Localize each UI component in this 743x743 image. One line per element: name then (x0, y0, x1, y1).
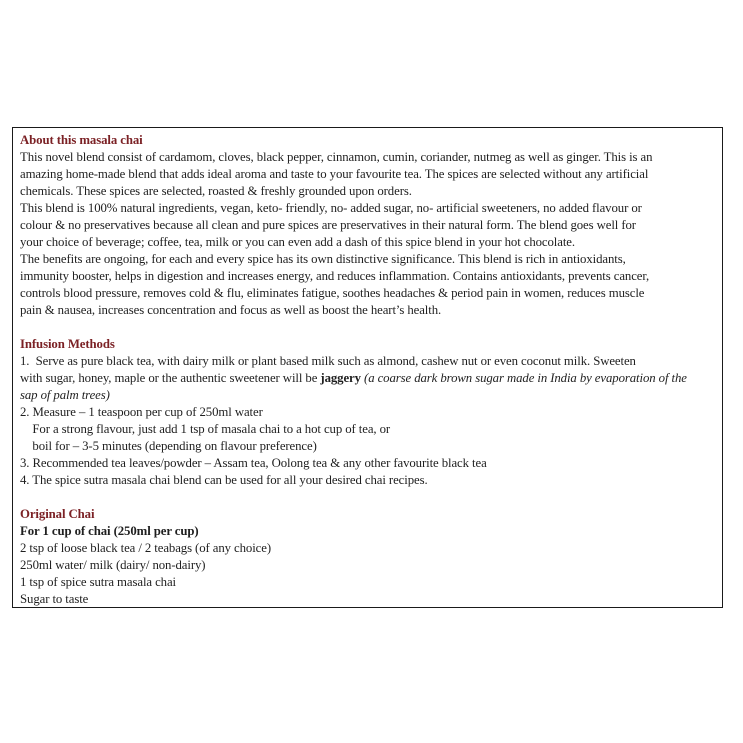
text-line: For a strong flavour, just add 1 tsp of masala chai to a hot cup of tea, or (20, 422, 391, 436)
text-run-italic: sap of palm trees) (20, 388, 110, 402)
text-line (20, 387, 718, 404)
text-line: The benefits are ongoing, for each and every spice has its own distinctive significance. This blend is rich in antioxidants, (20, 252, 626, 266)
text-line: chemicals. These spices are selected, roasted & freshly grounded upon orders. (20, 184, 412, 198)
section-heading-infusion-methods: Infusion Methods (20, 337, 115, 351)
text-line (20, 523, 718, 540)
text-line: 1 tsp of spice sutra masala chai (20, 575, 176, 589)
section-heading-about: About this masala chai (20, 133, 143, 147)
text-line: 4. The spice sutra masala chai blend can be used for all your desired chai recipes. (20, 473, 428, 487)
section-original-chai (20, 506, 718, 608)
text-line: Sugar to taste (20, 592, 89, 606)
text-run: with sugar, honey, maple or the authentic sweetener will be (20, 371, 321, 385)
section-heading-original-chai: Original Chai (20, 507, 95, 521)
text-line: controls blood pressure, removes cold & flu, eliminates fatigue, soothes headaches & period pain in women, reduces muscle (20, 286, 645, 300)
text-line: amazing home-made blend that adds ideal aroma and taste to your favourite tea. The spices are selected without any artificial (20, 167, 649, 181)
text-line: pain & nausea, increases concentration and focus as well as boost the heart’s health. (20, 303, 442, 317)
text-line: immunity booster, helps in digestion and increases energy, and reduces inflammation. Contains antioxidants, prevents cancer, (20, 269, 650, 283)
text-line: your choice of beverage; coffee, tea, milk or you can even add a dash of this spice blend in your hot chocolate. (20, 235, 575, 249)
text-line: 1. Serve as pure black tea, with dairy milk or plant based milk such as almond, cashew nut or even coconut milk. Sweeten (20, 354, 636, 368)
section-about (20, 132, 718, 319)
text-run-bold: jaggery (320, 371, 361, 385)
text-line: This blend is 100% natural ingredients, vegan, keto- friendly, no- added sugar, no- artificial sweeteners, no added flavour or (20, 201, 642, 215)
text-run-bold: For 1 cup of chai (250ml per cup) (20, 524, 199, 538)
section-infusion-methods (20, 336, 718, 489)
text-line (20, 370, 718, 387)
text-line: colour & no preservatives because all clean and pure spices are preservatives in their natural form. The blend goes well for (20, 218, 636, 232)
text-line: 2 tsp of loose black tea / 2 teabags (of any choice) (20, 541, 272, 555)
text-line: boil for – 3-5 minutes (depending on flavour preference) (20, 439, 317, 453)
description-box (12, 127, 723, 608)
text-run-italic: (a coarse dark brown sugar made in India by evaporation of the (364, 371, 687, 385)
text-line: This novel blend consist of cardamom, cloves, black pepper, cinnamon, cumin, coriander, nutmeg as well as ginger. This is an (20, 150, 653, 164)
text-line: 3. Recommended tea leaves/powder – Assam tea, Oolong tea & any other favourite black tea (20, 456, 487, 470)
text-line: 250ml water/ milk (dairy/ non-dairy) (20, 558, 206, 572)
text-line: 2. Measure – 1 teaspoon per cup of 250ml water (20, 405, 263, 419)
